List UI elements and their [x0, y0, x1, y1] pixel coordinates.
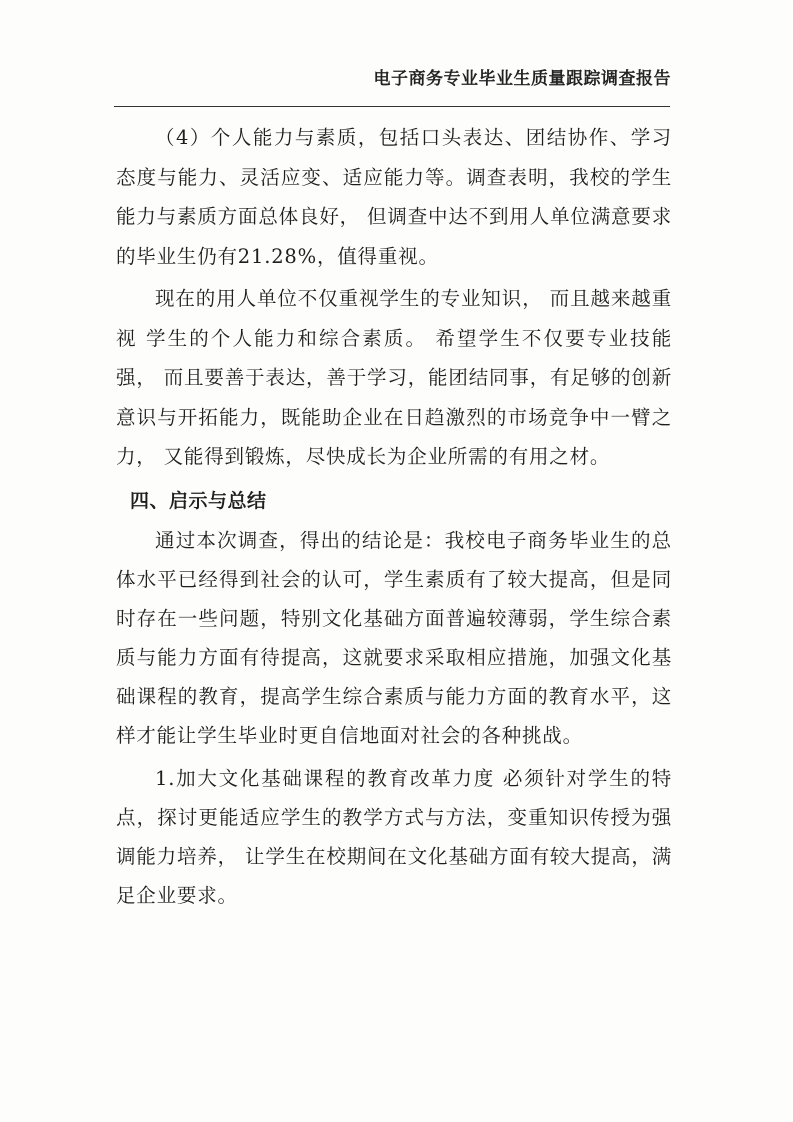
section-heading: 四、启示与总结 — [130, 489, 267, 512]
paragraph-recommendation-1: 1.加大文化基础课程的教育改革力度 必须针对学生的特点，探讨更能适应学生的教学方式与方法，变重知识传授为强调能力培养， 让学生在校期间在文化基础方面有较大提高，满足企业要求。 — [116, 766, 672, 907]
header-divider — [114, 106, 670, 107]
body-text — [116, 116, 672, 915]
paragraph-conclusion: 通过本次调查，得出的结论是：我校电子商务毕业生的总体水平已经得到社会的认可，学生素质有了较大提高，但是同时存在一些问题，特别文化基础方面普遍较薄弱，学生综合素质与能力方面有待提高，这就要求采取相应措施，加强文化基础课程的教育，提高学生综合素质与能力方面的教育水平，这样才能让学生毕业时更自信地面对社会的各种挑战。 — [116, 528, 672, 747]
paragraph-employer-expectations: 现在的用人单位不仅重视学生的专业知识， 而且越来越重视 学生的个人能力和综合素质。 希望学生不仅要专业技能强， 而且要善于表达，善于学习，能团结同事，有足够的创新意识与开拓能力，既能助企业在日趋激烈的市场竞争中一臂之力， 又能得到锻炼，尽快成长为企业所需的有用之材。 — [116, 287, 672, 468]
running-header: 电子商务专业毕业生质量跟踪调查报告 — [373, 69, 671, 89]
paragraph-ability-quality: （4）个人能力与素质，包括口头表达、团结协作、学习态度与能力、灵活应变、适应能力等。调查表明，我校的学生能力与素质方面总体良好， 但调查中达不到用人单位满意要求的毕业生仍有21.28%，值得重视。 — [116, 126, 672, 268]
